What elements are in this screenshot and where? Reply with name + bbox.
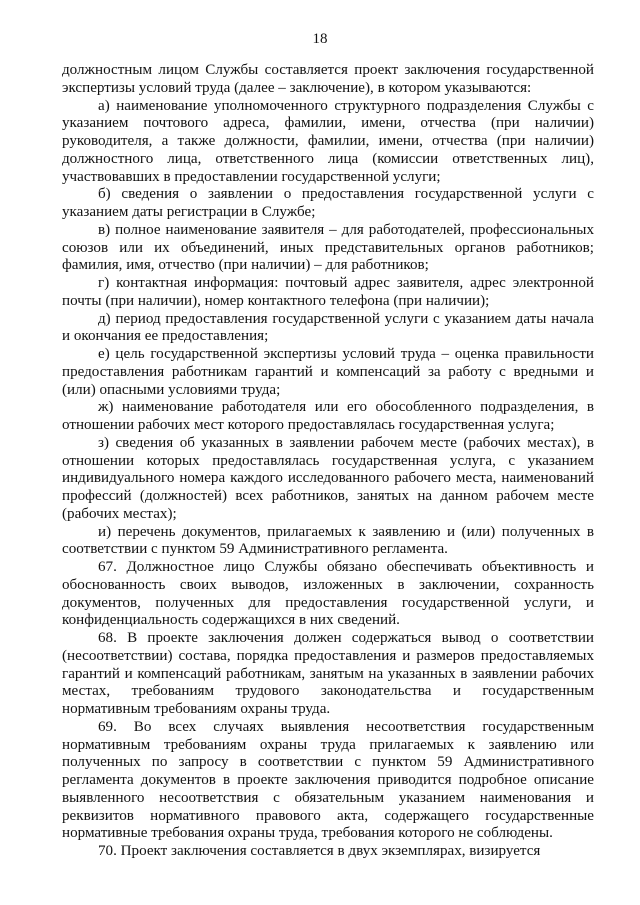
paragraph: ж) наименование работодателя или его обособленного подразделения, в отношении рабочих мест которого предоставлялась государственная услуга;	[62, 399, 594, 433]
paragraph: а) наименование уполномоченного структурного подразделения Службы с указанием почтового адреса, фамилии, имени, отчества (при наличии) руководителя, а также должности, фамилии, имени, отчества (при наличии) должностного лица, ответственного лица (комиссии ответственных лиц), участвовавших в предоставлении государственной услуги;	[62, 97, 594, 185]
document-body	[62, 62, 594, 861]
paragraph: з) сведения об указанных в заявлении рабочем месте (рабочих местах), в отношении которых предоставлялась государственная услуга, с указанием индивидуального номера каждого исследованного рабочего места, наименований профессий (должностей) всех работников, занятых на данном рабочем месте (рабочих местах);	[62, 434, 594, 522]
paragraph: 67. Должностное лицо Службы обязано обеспечивать объективность и обоснованность своих выводов, изложенных в заключении, сохранность документов, полученных для предоставления государственной услуги, и конфиденциальность содержащихся в них сведений.	[62, 559, 594, 629]
paragraph: 70. Проект заключения составляется в двух экземплярах, визируется	[98, 843, 541, 859]
paragraph: и) перечень документов, прилагаемых к заявлению и (или) полученных в соответствии с пунктом 59 Административного регламента.	[62, 523, 594, 558]
paragraph: в) полное наименование заявителя – для работодателей, профессиональных союзов или их объединений, иных представительных органов работников; фамилия, имя, отчество (при наличии) – для работников;	[62, 221, 594, 274]
paragraph: должностным лицом Службы составляется проект заключения государственной экспертизы условий труда (далее – заключение), в котором указываются:	[62, 62, 594, 96]
paragraph: г) контактная информация: почтовый адрес заявителя, адрес электронной почты (при наличии), номер контактного телефона (при наличии);	[62, 275, 594, 309]
paragraph: 68. В проекте заключения должен содержаться вывод о соответствии (несоответствии) состава, порядка предоставления и размеров предоставляемых гарантий и компенсаций работникам, занятым на указанных в заявлении рабочих местах, требованиям трудового законодательства и государственным нормативным требованиям охраны труда.	[62, 630, 594, 717]
paragraph: б) сведения о заявлении о предоставления государственной услуги с указанием даты регистрации в Службе;	[62, 186, 594, 220]
paragraph: 69. Во всех случаях выявления несоответствия государственным нормативным требованиям охраны труда прилагаемых к заявлению или полученных по запросу в соответствии с пунктом 59 Административного регламента документов в проекте заключения приводится подробное описание выявленного несоответствия с обязательным указанием наименования и реквизитов нормативного правового акта, содержащего государственные нормативные требования охраны труда, требования которого не соблюдены.	[62, 718, 594, 842]
paragraph: д) период предоставления государственной услуги с указанием даты начала и окончания ее предоставления;	[62, 310, 594, 345]
paragraph: е) цель государственной экспертизы условий труда – оценка правильности предоставления работникам гарантий и компенсаций за работу с вредными и (или) опасными условиями труда;	[62, 346, 594, 398]
page-number: 18	[312, 31, 328, 47]
